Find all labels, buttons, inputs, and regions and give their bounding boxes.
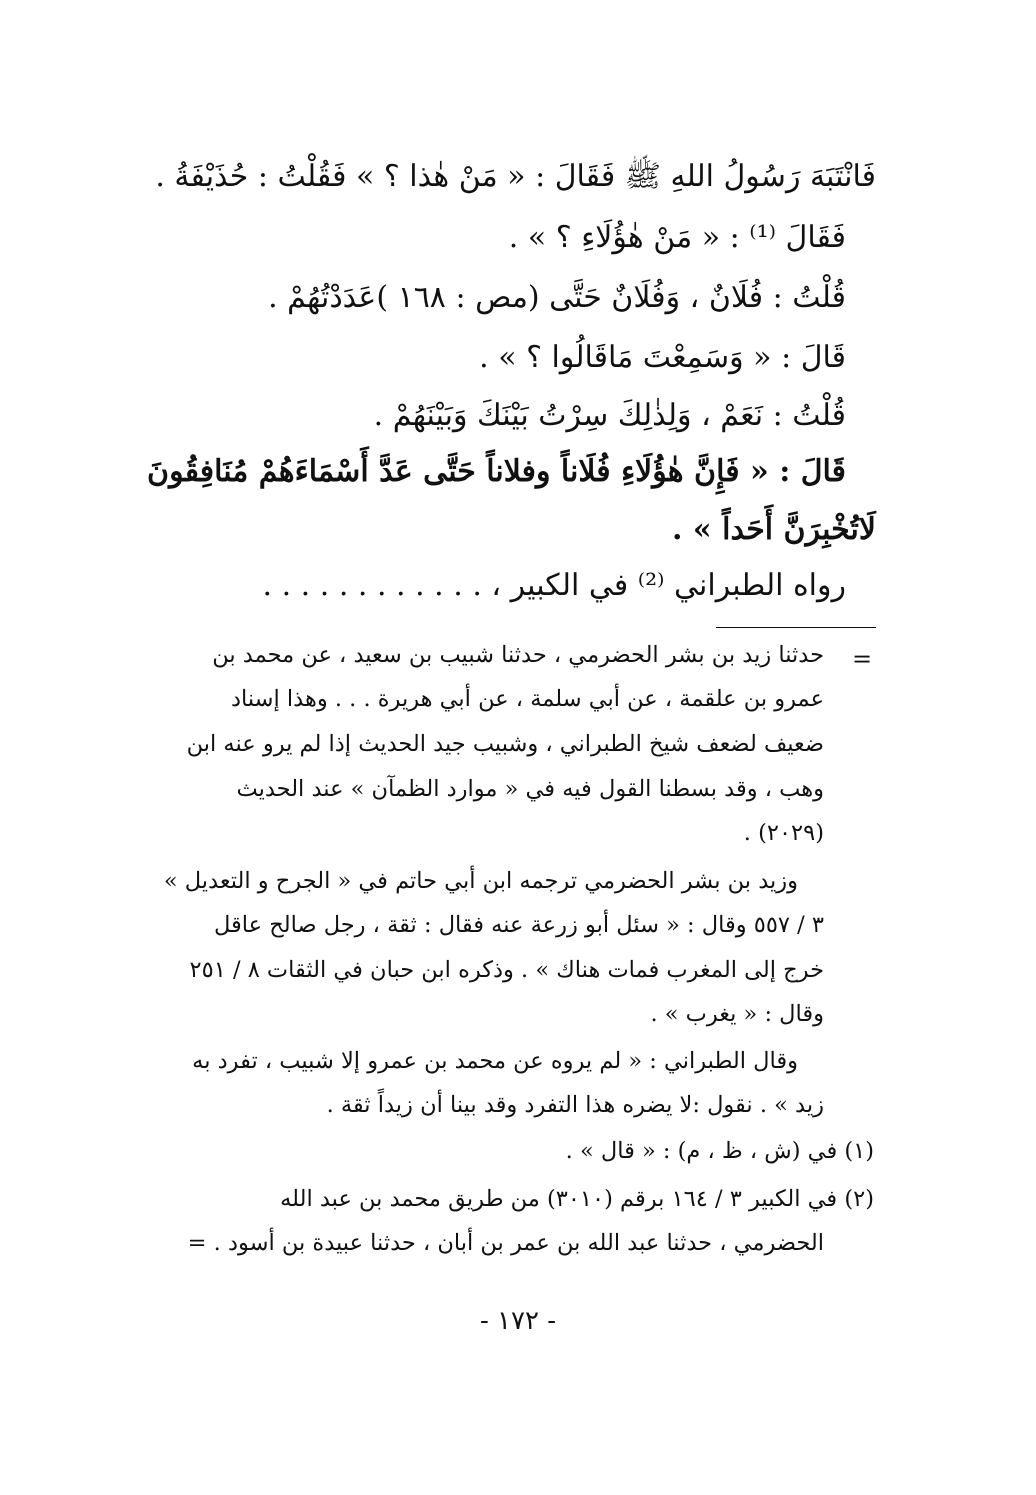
footnote-line-9: وقال : « يغرب » . (650, 1001, 824, 1027)
main-line-1: فَانْتَبَهَ رَسُولُ اللهِ ﷺ فَقَالَ : « مَنْ هٰذا ؟ » فَقُلْتُ : حُذَيْفَةُ . (155, 159, 876, 194)
continuation-mark: = (852, 645, 873, 673)
main-line-6: قَالَ : « فَإِنَّ هٰؤُلَاءِ فُلَاناً وفلاناً حَتَّى عَدَّ أَسْمَاءَهُمْ مُنَافِقُونَ (147, 454, 846, 489)
main-line-4: قَالَ : « وَسَمِعْتَ مَاقَالُوا ؟ » . (479, 340, 846, 375)
footnote-line-11: زيد » . نقول :لا يضره هذا التفرد وقد بينا أن زيداً ثقة . (326, 1092, 824, 1118)
footnote-line-1: حدثنا زيد بن بشر الحضرمي ، حدثنا شبيب بن سعيد ، عن محمد بن (212, 642, 824, 668)
footnote-line-3: ضعيف لضعف شيخ الطبراني ، وشبيب جيد الحديث إذا لم يرو عنه ابن (186, 731, 824, 757)
footnote-separator (716, 627, 876, 628)
footnote-2-line-1: (٢) في الكبير ٣ / ١٦٤ برقم (٣٠١٠) من طريق محمد بن عبد الله (280, 1186, 874, 1212)
page-number: - ١٧٢ - (479, 1306, 557, 1336)
footnote-line-8: خرج إلى المغرب فمات هناك » . وذكره ابن حبان في الثقات ٨ / ٢٥١ (189, 957, 824, 983)
footnote-2-line-2: الحضرمي ، حدثنا عبد الله بن عمر بن أبان ، حدثنا عبيدة بن أسود . = (187, 1230, 824, 1256)
main-line-2: فَقَالَ ⁽¹⁾ : « مَنْ هٰؤُلَاءِ ؟ » . (508, 220, 846, 255)
footnote-1: (١) في (ش ، ظ ، م) : « قال » . (565, 1138, 874, 1164)
main-line-5: قُلْتُ : نَعَمْ ، وَلِذٰلِكَ سِرْتُ بَيْنَكَ وَبَيْنَهُمْ . (373, 398, 846, 433)
main-line-7: لَاتُخْبِرَنَّ أَحَداً » . (672, 512, 876, 547)
main-line-3: قُلْتُ : فُلَانٌ ، وَفُلَانٌ حَتَّى (مص : ١٦٨ )عَدَدْتُهُمْ . (268, 280, 846, 315)
main-line-8: رواه الطبراني ⁽²⁾ في الكبير ، . . . . . . . . . . . . (262, 568, 846, 603)
footnote-line-5: (٢٠٢٩) . (743, 820, 824, 846)
footnote-line-10: وقال الطبراني : « لم يروه عن محمد بن عمرو إلا شبيب ، تفرد به (192, 1048, 798, 1074)
footnote-line-2: عمرو بن علقمة ، عن أبي سلمة ، عن أبي هريرة . . . وهذا إسناد (230, 686, 824, 712)
footnote-line-4: وهب ، وقد بسطنا القول فيه في « موارد الظمآن » عند الحديث (236, 776, 824, 802)
footnote-line-6: وزيد بن بشر الحضرمي ترجمه ابن أبي حاتم في « الجرح و التعديل » (163, 868, 798, 894)
footnote-line-7: ٣ / ٥٥٧ وقال : « سئل أبو زرعة عنه فقال : ثقة ، رجل صالح عاقل (214, 912, 824, 938)
